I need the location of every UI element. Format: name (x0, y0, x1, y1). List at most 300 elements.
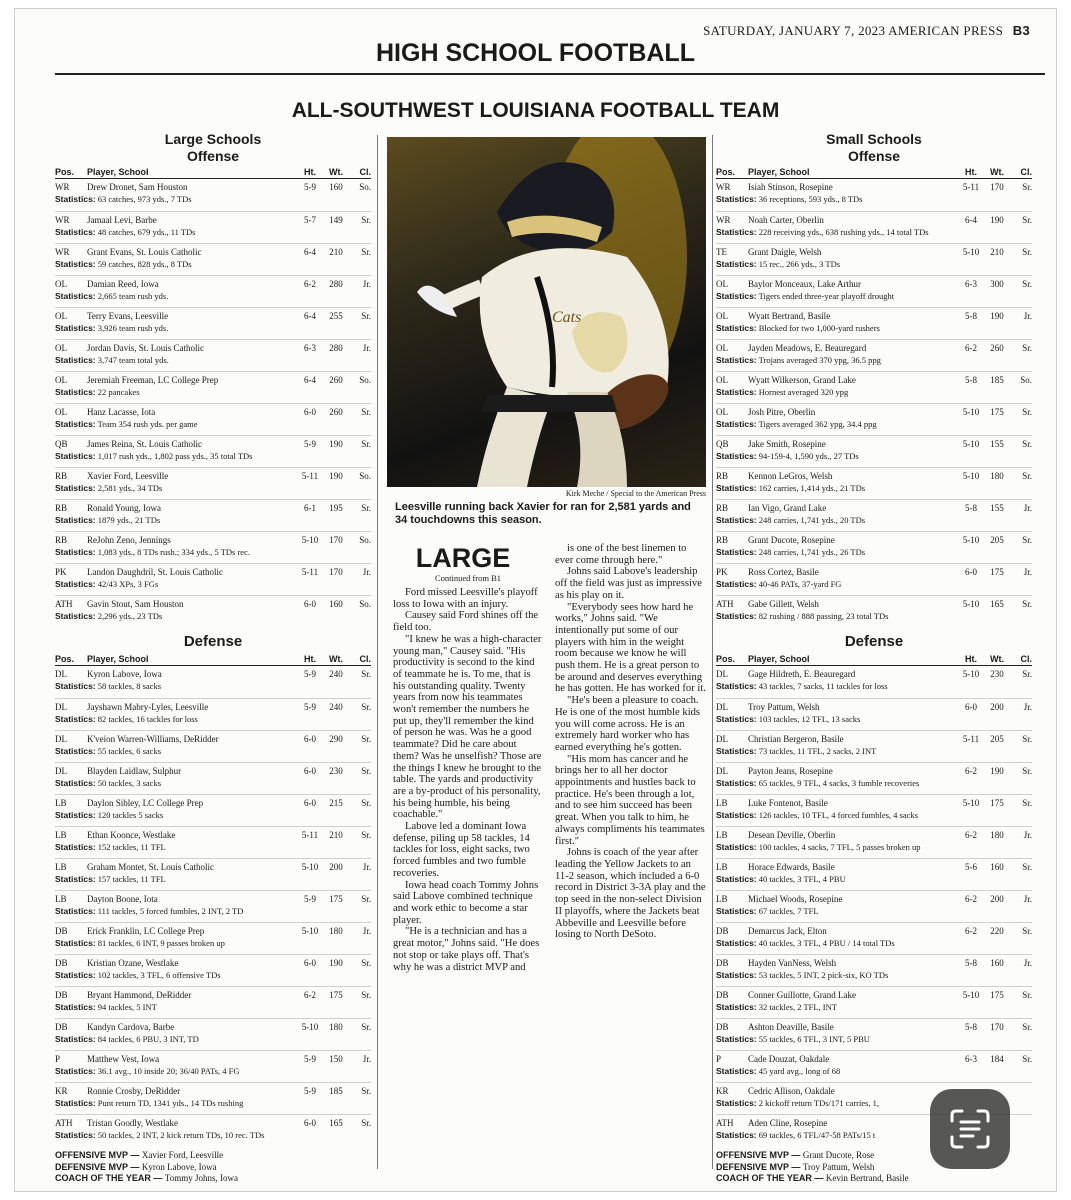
player-name: Ian Vigo, Grand Lake (748, 503, 827, 513)
player-stats (716, 193, 1032, 205)
position: DB (55, 1022, 68, 1032)
player-stats (716, 354, 1032, 366)
class-year: Sr. (1022, 407, 1032, 417)
player-stats (55, 546, 371, 558)
player-name: Wyatt Bertrand, Basile (748, 311, 831, 321)
player-row (55, 435, 371, 467)
player-line (55, 566, 371, 578)
player-row (55, 698, 371, 730)
player-line (55, 470, 371, 482)
position: DB (716, 1022, 729, 1032)
class-year: Sr. (361, 766, 371, 776)
player-name: Jamaal Levi, Barbe (87, 215, 157, 225)
player-line (55, 1085, 371, 1097)
story-column-1 (393, 543, 543, 973)
player-row (716, 922, 1032, 954)
weight: 220 (990, 926, 1004, 936)
class-year: Sr. (361, 1086, 371, 1096)
height: 5-10 (301, 926, 319, 936)
award-label: COACH OF THE YEAR (55, 1173, 151, 1183)
col-cl: Cl. (359, 167, 371, 177)
weight: 210 (329, 830, 343, 840)
player-stats (716, 1065, 1032, 1077)
player-row (716, 698, 1032, 730)
player-stats (55, 386, 371, 398)
jump-headline: LARGE (415, 543, 511, 573)
class-year: Jr. (1023, 503, 1032, 513)
player-line (55, 668, 371, 680)
player-line (716, 214, 1032, 226)
award-label: DEFENSIVE MVP (55, 1161, 128, 1172)
player-stats (716, 514, 1032, 526)
height: 6-0 (304, 798, 316, 808)
stats-label: Statistics: (55, 810, 96, 820)
stats-label: Statistics: (716, 259, 757, 269)
story-paragraph: "His mom has cancer and he brings her to all her doctor appointments and hustles back to practice. He's been through a lot, and to see him succeed has been great. When you talk to him, he always compliments his teammates first." (555, 753, 705, 847)
player-name: Desean Deville, Oberlin (748, 830, 836, 840)
player-stats (55, 905, 371, 917)
class-year: Sr. (361, 215, 371, 225)
player-row (55, 922, 371, 954)
table-header (55, 654, 371, 666)
col-cl: Cl. (1020, 167, 1032, 177)
stats-value: 157 tackles, 11 TFL (97, 874, 166, 884)
weight: 170 (329, 535, 343, 545)
stats-value: 120 tackles 5 sacks (97, 810, 164, 820)
class-year: Sr. (361, 669, 371, 679)
player-line (716, 1021, 1032, 1033)
stats-value: 103 tackles, 12 TFL, 13 sacks (758, 714, 861, 724)
player-stats (716, 546, 1032, 558)
col-pos: Pos. (716, 654, 736, 664)
player-name: Josh Pitre, Oberlin (748, 407, 816, 417)
player-name: Jake Smith, Rosepine (748, 439, 826, 449)
stats-value: 55 tackles, 6 TFL, 3 INT, 5 PBU (758, 1034, 870, 1044)
stats-label: Statistics: (716, 938, 757, 948)
small-schools-column (716, 131, 1032, 1185)
stats-label: Statistics: (55, 938, 96, 948)
player-line (55, 765, 371, 777)
stats-value: 100 tackles, 4 sacks, 7 TFL, 5 passes broken up (758, 842, 921, 852)
stats-label: Statistics: (55, 515, 96, 525)
height: 6-0 (304, 734, 316, 744)
column-divider-left (377, 135, 378, 1169)
position: RB (716, 471, 729, 481)
player-stats (55, 610, 371, 622)
player-stats (55, 354, 371, 366)
height: 5-11 (962, 734, 980, 744)
section-rule (55, 73, 1045, 75)
player-name: Graham Montet, St. Louis Catholic (87, 862, 214, 872)
weight: 190 (329, 439, 343, 449)
stats-label: Statistics: (716, 1034, 757, 1044)
award-winner: Grant Ducote, Rose (802, 1150, 875, 1160)
small-schools-title: Small Schools (826, 131, 922, 147)
col-wt: Wt. (990, 654, 1004, 664)
height: 5-8 (965, 311, 977, 321)
player-stats (716, 905, 1032, 917)
player-stats (55, 258, 371, 270)
player-line (55, 701, 371, 713)
col-wt: Wt. (329, 654, 343, 664)
class-year: Jr. (1023, 830, 1032, 840)
class-year: Sr. (361, 311, 371, 321)
stats-label: Statistics: (55, 291, 96, 301)
player-line (55, 342, 371, 354)
player-row (716, 371, 1032, 403)
player-stats (716, 578, 1032, 590)
stats-label: Statistics: (55, 483, 96, 493)
player-name: Demarcus Jack, Elton (748, 926, 827, 936)
height: 5-8 (965, 1022, 977, 1032)
stats-value: 40 tackles, 3 TFL, 4 PBU (758, 874, 846, 884)
player-name: Terry Evans, Leesville (87, 311, 169, 321)
section-title: HIGH SCHOOL FOOTBALL (376, 39, 695, 67)
position: OL (716, 407, 728, 417)
position: LB (716, 862, 728, 872)
weight: 180 (329, 1022, 343, 1032)
class-year: Sr. (361, 702, 371, 712)
weight: 175 (329, 894, 343, 904)
large-defense-title: Defense (183, 633, 243, 650)
stats-label: Statistics: (716, 970, 757, 980)
weight: 190 (990, 215, 1004, 225)
player-row (55, 730, 371, 762)
player-name: Jordan Davis, St. Louis Catholic (87, 343, 204, 353)
player-stats (55, 841, 371, 853)
player-row (55, 243, 371, 275)
stats-label: Statistics: (55, 579, 96, 589)
player-stats (716, 1033, 1032, 1045)
class-year: Sr. (361, 958, 371, 968)
stats-value: Team 354 rush yds. per game (97, 419, 198, 429)
stats-label: Statistics: (55, 547, 96, 557)
stats-label: Statistics: (716, 291, 757, 301)
height: 6-2 (304, 279, 316, 289)
position: OL (55, 407, 67, 417)
position: OL (716, 279, 728, 289)
player-row (55, 826, 371, 858)
player-stats (716, 226, 1032, 238)
class-year: Sr. (1022, 535, 1032, 545)
class-year: Sr. (1022, 734, 1032, 744)
weight: 170 (990, 1022, 1004, 1032)
player-stats (55, 777, 371, 789)
class-year: Sr. (1022, 247, 1032, 257)
stats-label: Statistics: (716, 1066, 757, 1076)
height: 6-3 (965, 279, 977, 289)
player-name: Matthew Vest, Iowa (87, 1054, 160, 1064)
player-line (55, 214, 371, 226)
player-stats (55, 290, 371, 302)
stats-label: Statistics: (55, 355, 96, 365)
player-row (716, 467, 1032, 499)
football-player-photo (387, 137, 706, 487)
player-name: Conner Guillotte, Grand Lake (748, 990, 856, 1000)
stats-label: Statistics: (55, 387, 96, 397)
weight: 165 (990, 599, 1004, 609)
player-name: Blayden Laidlaw, Sulphur (87, 766, 182, 776)
class-year: So. (359, 599, 371, 609)
stats-label: Statistics: (55, 259, 96, 269)
award-label: OFFENSIVE MVP (716, 1150, 789, 1160)
stats-value: 73 tackles, 11 TFL, 2 sacks, 2 INT (758, 746, 877, 756)
class-year: Jr. (1023, 894, 1032, 904)
height: 5-11 (962, 182, 980, 192)
col-wt: Wt. (990, 167, 1004, 177)
class-year: Sr. (1022, 279, 1032, 289)
height: 6-0 (304, 599, 316, 609)
position: DB (55, 926, 68, 936)
large-awards (55, 1150, 371, 1185)
position: DL (716, 669, 728, 679)
player-name: K'veion Warren-Williams, DeRidder (87, 734, 219, 744)
weight: 165 (329, 1118, 343, 1128)
player-stats (55, 969, 371, 981)
player-name: Kandyn Cardova, Barbe (87, 1022, 175, 1032)
stats-value: 94 tackles, 5 INT (97, 1002, 157, 1012)
large-offense-title: Offense (186, 148, 240, 164)
text-scan-icon[interactable] (930, 1089, 1010, 1169)
player-row (716, 211, 1032, 243)
height: 5-10 (962, 798, 980, 808)
stats-value: 58 tackles, 8 sacks (97, 681, 162, 691)
player-name: Jayden Meadows, E. Beauregard (748, 343, 867, 353)
stats-value: 2 kickoff return TDs/171 carries, 1, (758, 1098, 880, 1108)
player-line (55, 861, 371, 873)
stats-value: 81 tackles, 6 INT, 9 passes broken up (97, 938, 225, 948)
position: DB (716, 990, 729, 1000)
height: 5-9 (304, 702, 316, 712)
class-year: Jr. (1023, 567, 1032, 577)
player-name: Christian Bergeron, Basile (748, 734, 844, 744)
position: ATH (716, 599, 734, 609)
position: OL (55, 375, 67, 385)
player-name: Grant Evans, St. Louis Catholic (87, 247, 202, 257)
class-year: Jr. (1023, 958, 1032, 968)
player-stats (716, 290, 1032, 302)
player-name: Ethan Koonce, Westlake (87, 830, 176, 840)
player-line (716, 342, 1032, 354)
weight: 200 (990, 894, 1004, 904)
weight: 170 (990, 182, 1004, 192)
player-row (716, 307, 1032, 339)
position: LB (55, 830, 67, 840)
height: 5-9 (304, 439, 316, 449)
player-line (716, 598, 1032, 610)
story-paragraph: Iowa head coach Tommy Johns said Labove combined technique and work ethic to become a star player. (393, 879, 539, 926)
player-stats (716, 322, 1032, 334)
stats-label: Statistics: (55, 842, 96, 852)
award-line: COACH OF THE YEAR — Tommy Johns, Iowa (55, 1173, 238, 1183)
weight: 280 (329, 279, 343, 289)
stats-value: 248 carries, 1,741 yds., 20 TDs (758, 515, 866, 525)
height: 5-8 (965, 503, 977, 513)
height: 5-9 (304, 1086, 316, 1096)
player-stats (55, 482, 371, 494)
position: KR (55, 1086, 68, 1096)
stats-value: 82 rushing / 888 passing, 23 total TDs (758, 611, 889, 621)
large-schools-column (55, 131, 371, 1185)
column-divider-right (712, 135, 713, 1169)
class-year: Sr. (361, 503, 371, 513)
stats-label: Statistics: (716, 483, 757, 493)
position: OL (716, 375, 728, 385)
weight: 200 (990, 702, 1004, 712)
height: 5-10 (301, 862, 319, 872)
player-row (55, 179, 371, 211)
class-year: So. (359, 375, 371, 385)
position: LB (55, 894, 67, 904)
player-row (716, 179, 1032, 211)
stats-value: 228 receiving yds., 638 rushing yds., 14 total TDs (758, 227, 929, 237)
weight: 195 (329, 503, 343, 513)
class-year: Sr. (361, 439, 371, 449)
player-row (716, 563, 1032, 595)
player-name: ReJohn Zeno, Jennings (87, 535, 171, 545)
stats-value: 53 tackles, 5 INT, 2 pick-six, KO TDs (758, 970, 889, 980)
award-winner: Kevin Bertrand, Basile (825, 1173, 909, 1183)
height: 5-10 (962, 990, 980, 1000)
stats-label: Statistics: (716, 547, 757, 557)
date: SATURDAY, JANUARY 7, 2023 (703, 23, 886, 38)
position: P (55, 1054, 61, 1064)
class-year: Sr. (361, 734, 371, 744)
photo-cutline: Leesville running back Xavier for ran for 2,581 yards and 34 touchdowns this season. (395, 501, 691, 526)
player-row (55, 890, 371, 922)
player-line (716, 374, 1032, 386)
player-row (716, 339, 1032, 371)
stats-label: Statistics: (55, 227, 96, 237)
player-stats (716, 777, 1032, 789)
player-name: James Reina, St. Louis Catholic (87, 439, 202, 449)
stats-label: Statistics: (55, 906, 96, 916)
height: 5-8 (965, 958, 977, 968)
player-stats (55, 680, 371, 692)
player-name: Troy Pattum, Welsh (748, 702, 820, 712)
player-stats (716, 969, 1032, 981)
height: 5-10 (962, 599, 980, 609)
player-row (716, 499, 1032, 531)
height: 5-11 (301, 471, 319, 481)
scan-glyph-icon (946, 1105, 994, 1153)
stats-value: 67 tackles, 7 TFL (758, 906, 819, 916)
player-row (55, 986, 371, 1018)
player-line (716, 765, 1032, 777)
stats-value: 2,665 team rush yds. (97, 291, 169, 301)
class-year: Jr. (362, 343, 371, 353)
player-name: Wyatt Wilkerson, Grand Lake (748, 375, 856, 385)
award-label: COACH OF THE YEAR (716, 1173, 812, 1183)
position: PK (716, 567, 728, 577)
stats-label: Statistics: (716, 1130, 757, 1140)
position: P (716, 1054, 722, 1064)
player-stats (716, 841, 1032, 853)
player-line (55, 502, 371, 514)
stats-value: 40-46 PATs, 37-yard FG (758, 579, 842, 589)
weight: 205 (990, 734, 1004, 744)
player-name: Grant Daigle, Welsh (748, 247, 822, 257)
story-paragraph: Johns is coach of the year after leading the Yellow Jackets to an 11-2 season, which included a 6-0 record in District 3-3A play and the top seed in the non-select Division II playoffs, where the Jackets beat Abbeville and Leesville before losing to North DeSoto. (555, 847, 706, 941)
class-year: Sr. (1022, 990, 1032, 1000)
player-name: Jayshawn Mabry-Lyles, Leesville (87, 702, 209, 712)
col-ht: Ht. (965, 654, 977, 664)
weight: 210 (990, 247, 1004, 257)
height: 5-8 (965, 375, 977, 385)
height: 5-9 (304, 894, 316, 904)
award-winner: Kyron Labove, Iowa (141, 1161, 217, 1172)
stats-label: Statistics: (716, 1002, 757, 1012)
player-name: Baylor Monceaux, Lake Arthur (748, 279, 861, 289)
player-name: Kyron Labove, Iowa (87, 669, 162, 679)
weight: 260 (990, 343, 1004, 353)
position: TE (716, 247, 727, 257)
page-number: B3 (1012, 23, 1030, 38)
player-name: Drew Dronet, Sam Houston (87, 182, 188, 192)
player-line (716, 701, 1032, 713)
table-header (55, 167, 371, 179)
height: 5-9 (304, 1054, 316, 1064)
position: LB (716, 894, 728, 904)
weight: 160 (990, 958, 1004, 968)
table-header (716, 654, 1032, 666)
stats-label: Statistics: (716, 355, 757, 365)
story-paragraph: Labove led a dominant Iowa defense, piling up 58 tackles, 14 tackles for loss, eight sacks, two forced fumbles and two fumble recoveries. (393, 821, 530, 879)
player-line (716, 566, 1032, 578)
weight: 215 (329, 798, 343, 808)
class-year: Sr. (1022, 1054, 1032, 1064)
height: 5-7 (304, 215, 316, 225)
position: DL (55, 702, 67, 712)
large-schools-title: Large Schools (164, 131, 262, 147)
stats-label: Statistics: (55, 1066, 96, 1076)
player-row (716, 954, 1032, 986)
player-row (716, 986, 1032, 1018)
position: OL (55, 311, 67, 321)
class-year: Jr. (1023, 702, 1032, 712)
weight: 180 (329, 926, 343, 936)
col-player: Player, School (87, 167, 149, 177)
player-line (716, 989, 1032, 1001)
player-name: Gabe Gillett, Welsh (748, 599, 819, 609)
class-year: Jr. (1023, 311, 1032, 321)
position: RB (55, 535, 68, 545)
weight: 255 (329, 311, 343, 321)
player-name: Luke Fontenot, Basile (748, 798, 828, 808)
player-stats (716, 713, 1032, 725)
player-line (716, 470, 1032, 482)
height: 6-2 (965, 830, 977, 840)
small-offense-title: Offense (847, 148, 901, 164)
player-stats (55, 578, 371, 590)
col-ht: Ht. (304, 167, 316, 177)
col-pos: Pos. (55, 654, 75, 664)
player-row (716, 531, 1032, 563)
player-stats (716, 258, 1032, 270)
weight: 190 (329, 471, 343, 481)
player-name: Hayden VanNess, Welsh (748, 958, 837, 968)
story-paragraphs-1 (393, 587, 543, 973)
player-stats (55, 713, 371, 725)
height: 5-9 (304, 669, 316, 679)
dateline (703, 23, 1030, 39)
stats-label: Statistics: (716, 323, 757, 333)
class-year: Jr. (362, 1054, 371, 1064)
player-line (55, 957, 371, 969)
stats-label: Statistics: (716, 842, 757, 852)
height: 5-10 (962, 471, 980, 481)
stats-value: 48 catches, 679 yds., 11 TDs (97, 227, 196, 237)
